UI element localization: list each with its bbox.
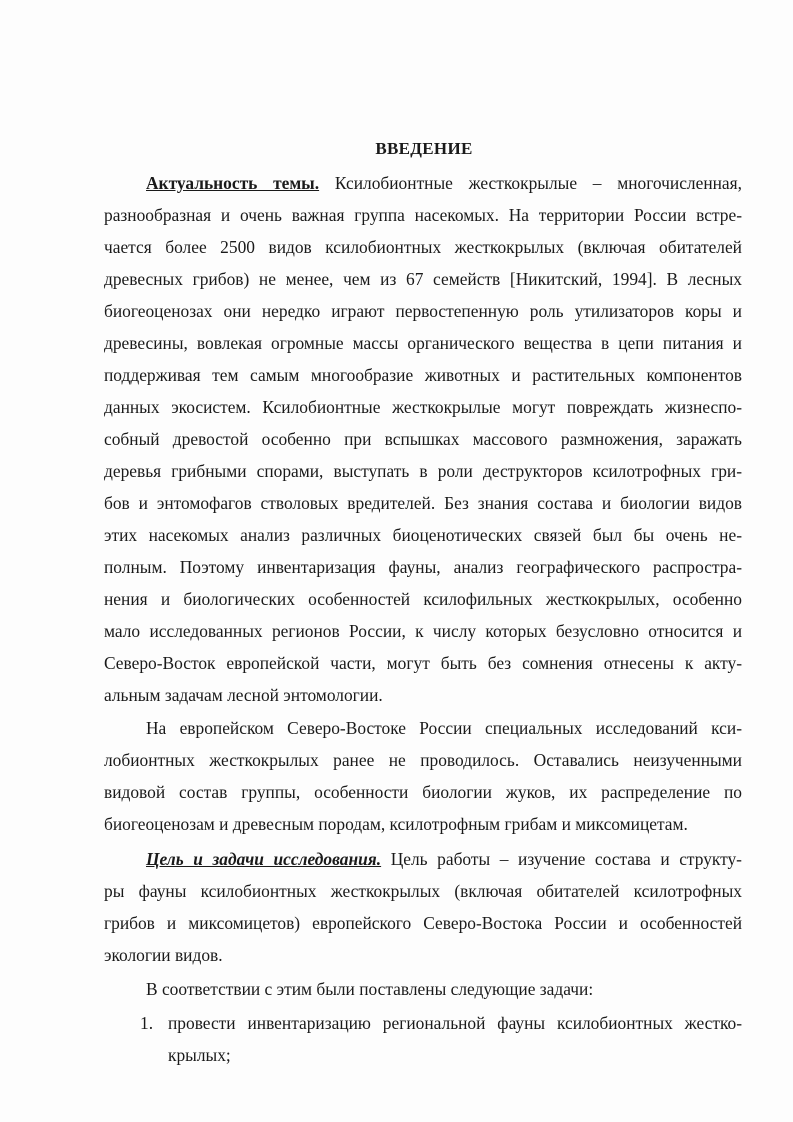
paragraph-1-line: разнообразная и очень важная группа насекомых. На территории России встре- bbox=[104, 205, 742, 225]
goals-label: Цель и задачи исследования. bbox=[146, 849, 382, 869]
paragraph-1-line: биогеоценозах они нередко играют первостепенную роль утилизаторов коры и bbox=[104, 301, 742, 321]
paragraph-1-line: собный древостой особенно при вспышках массового размножения, заражать bbox=[104, 429, 742, 449]
paragraph-1-line: Северо-Восток европейской части, могут быть без сомнения отнесены к акту- bbox=[104, 653, 742, 673]
paragraph-1-line: чается более 2500 видов ксилобионтных жесткокрылых (включая обитателей bbox=[104, 237, 742, 257]
list-number: 1. bbox=[140, 1013, 154, 1033]
paragraph-3-line-1 bbox=[146, 849, 742, 869]
paragraph-1-line: данных экосистем. Ксилобионтные жесткокрылые могут повреждать жизнеспо- bbox=[104, 397, 742, 417]
relevance-label: Актуальность темы. bbox=[146, 173, 320, 193]
list-item-line: провести инвентаризацию региональной фауны ксилобионтных жестко- bbox=[168, 1013, 742, 1033]
paragraph-2-line: На европейском Северо-Востоке России специальных исследований кси- bbox=[146, 718, 742, 738]
paragraph-3-line: экологии видов. bbox=[104, 945, 223, 965]
paragraph-1-line: древесины, вовлекая огромные массы органического вещества в цепи питания и bbox=[104, 333, 742, 353]
paragraph-1-line-1 bbox=[146, 173, 742, 193]
paragraph-1-line: древесных грибов) не менее, чем из 67 семейств [Никитский, 1994]. В лесных bbox=[104, 269, 742, 289]
paragraph-1-line: мало исследованных регионов России, к числу которых безусловно относится и bbox=[104, 621, 742, 641]
paragraph-3-first-text: Цель работы – изучение состава и структу- bbox=[381, 849, 742, 869]
paragraph-1-line: альным задачам лесной энтомологии. bbox=[104, 685, 383, 705]
paragraph-1-line: бов и энтомофагов стволовых вредителей. Без знания состава и биологии видов bbox=[104, 493, 742, 513]
paragraph-1-line: полным. Поэтому инвентаризация фауны, анализ географического распростра- bbox=[104, 557, 742, 577]
paragraph-2-line: биогеоценозам и древесным породам, ксилотрофным грибам и миксомицетам. bbox=[104, 814, 688, 834]
paragraph-1-first-text: Ксилобионтные жесткокрылые – многочисленная, bbox=[319, 173, 742, 193]
paragraph-3-line: грибов и миксомицетов) европейского Северо-Востока России и особенностей bbox=[104, 913, 742, 933]
paragraph-3-line: ры фауны ксилобионтных жесткокрылых (включая обитателей ксилотрофных bbox=[104, 881, 742, 901]
paragraph-2-line: видовой состав группы, особенности биологии жуков, их распределение по bbox=[104, 782, 742, 802]
paragraph-1-line: деревья грибными спорами, выступать в роли деструкторов ксилотрофных гри- bbox=[104, 461, 742, 481]
paragraph-4: В соответствии с этим были поставлены следующие задачи: bbox=[146, 979, 594, 999]
paragraph-1-line: нения и биологических особенностей ксилофильных жесткокрылых, особенно bbox=[104, 589, 742, 609]
paragraph-1-line: поддерживая тем самым многообразие животных и растительных компонентов bbox=[104, 365, 742, 385]
list-item-line: крылых; bbox=[168, 1045, 231, 1065]
section-heading: ВВЕДЕНИЕ bbox=[375, 139, 473, 158]
paragraph-1-line: этих насекомых анализ различных биоценотических связей был бы очень не- bbox=[104, 525, 742, 545]
paragraph-2-line: лобионтных жесткокрылых ранее не проводилось. Оставались неизученными bbox=[104, 750, 742, 770]
